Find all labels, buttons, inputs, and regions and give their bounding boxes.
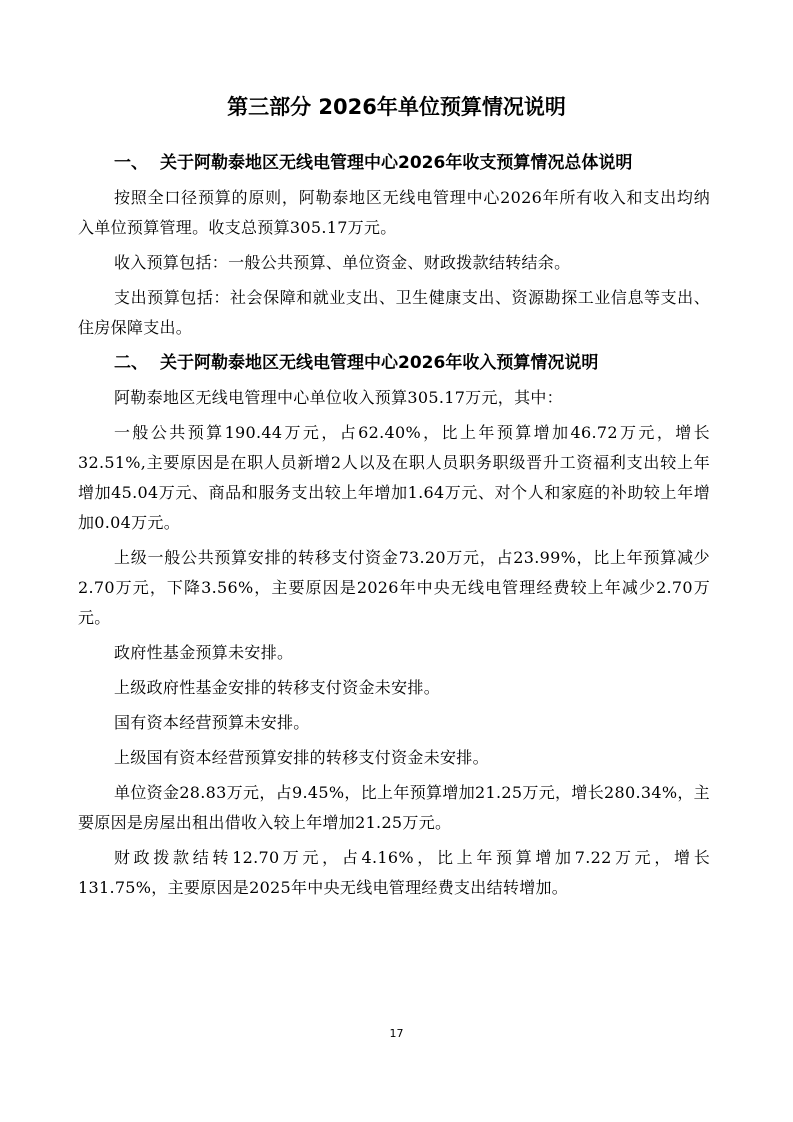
paragraph: 上级国有资本经营预算安排的转移支付资金未安排。 [114,748,489,767]
paragraph: 阿勒泰地区无线电管理中心单位收入预算305.17万元，其中： [114,388,563,407]
paragraph: 支出预算包括：社会保障和就业支出、卫生健康支出、资源勘探工业信息等支出、住房保障支出。 [78,288,710,337]
section-heading-text-1: 关于阿勒泰地区无线电管理中心2026年收支预算情况总体说明 [160,153,633,173]
paragraph: 一般公共预算190.44万元，占62.40%，比上年预算增加46.72万元，增长32.51%,主要原因是在职人员新增2人以及在职人员职务职级晋升工资福利支出较上年增加45.04万元、商品和服务支出较上年增加1.64万元、对个人和家庭的补助较上年增加0.04万元。 [78,423,710,532]
paragraph: 收入预算包括：一般公共预算、单位资金、财政拨款结转结余。 [114,253,571,272]
paragraph: 上级政府性基金安排的转移支付资金未安排。 [114,678,441,697]
document-body [78,148,710,908]
section-heading-1 [78,148,710,178]
paragraph: 单位资金28.83万元，占9.45%，比上年预算增加21.25万元，增长280.34%，主要原因是房屋出租出借收入较上年增加21.25万元。 [78,783,710,832]
section-heading-2 [78,348,710,378]
section-number-2: 二、 [114,353,148,373]
paragraph: 按照全口径预算的原则，阿勒泰地区无线电管理中心2026年所有收入和支出均纳入单位预算管理。收支总预算305.17万元。 [78,188,710,237]
paragraph: 上级一般公共预算安排的转移支付资金73.20万元，占23.99%，比上年预算减少2.70万元，下降3.56%，主要原因是2026年中央无线电管理经费较上年减少2.70万元。 [78,548,710,627]
section-heading-text-2: 关于阿勒泰地区无线电管理中心2026年收入预算情况说明 [160,353,599,373]
paragraph: 财政拨款结转12.70万元，占4.16%，比上年预算增加7.22万元，增长131.75%，主要原因是2025年中央无线电管理经费支出结转增加。 [78,848,710,897]
page-number: 17 [389,1027,404,1040]
page-title: 第三部分 2026年单位预算情况说明 [227,95,566,119]
paragraph: 国有资本经营预算未安排。 [114,713,310,732]
paragraph: 政府性基金预算未安排。 [114,643,294,662]
section-number-1: 一、 [114,153,148,173]
